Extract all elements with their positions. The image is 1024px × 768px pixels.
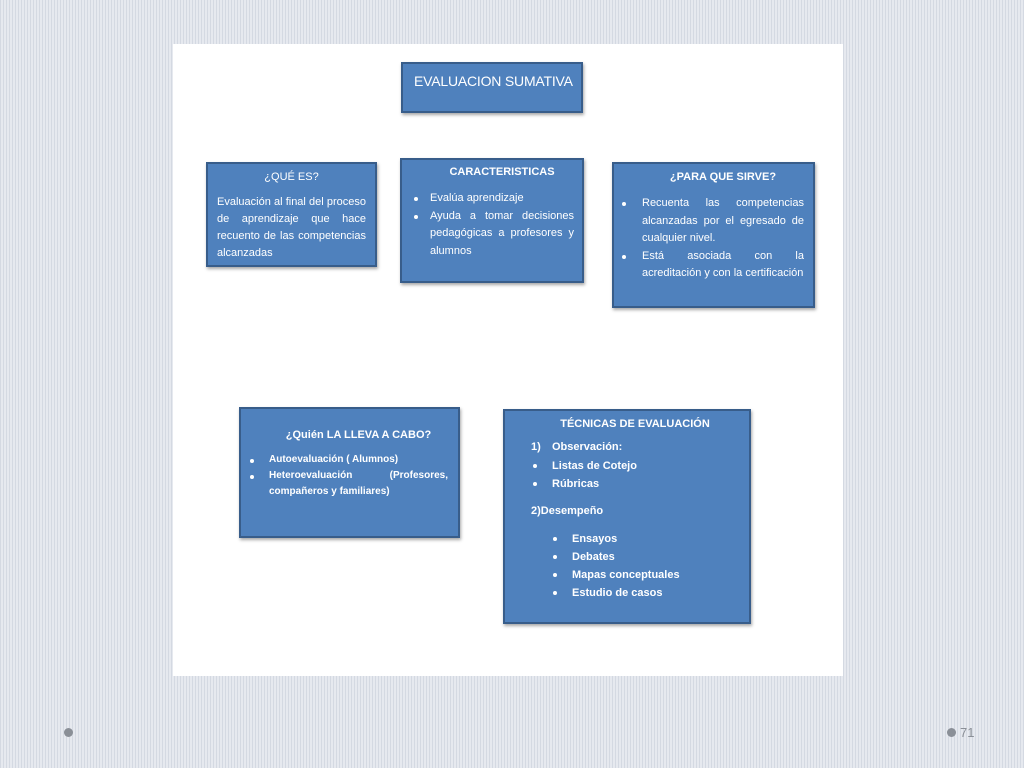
list-item-label: Listas de Cotejo: [552, 459, 637, 472]
bullet-icon: [553, 555, 557, 559]
desempeno-list: [551, 530, 739, 602]
quien-list: [269, 452, 448, 500]
observacion-label: Observación:: [552, 441, 623, 453]
tecnicas-box: [503, 409, 751, 624]
list-item: Recuenta las competencias alcanzadas por el egresado de cualquier nivel.: [620, 195, 804, 248]
list-item: Está asociada con la acreditación y con la certificación: [620, 248, 804, 283]
slide-canvas: [173, 44, 843, 676]
bullet-icon: [533, 482, 537, 486]
list-item: Evalúa aprendizaje: [412, 190, 574, 208]
quien-box: [239, 407, 460, 538]
list-item: [551, 548, 739, 566]
para-que-sirve-list: [642, 195, 804, 283]
para-que-sirve-heading: ¿PARA QUE SIRVE?: [669, 171, 777, 183]
list-item: Heteroevaluación (Profesores, compañeros y familiares): [248, 468, 448, 500]
list-item: [551, 566, 739, 584]
bullet-icon: [553, 573, 557, 577]
right-dot-marker: [947, 728, 956, 737]
list-item-label: Debates: [572, 551, 615, 563]
bullet-icon: [553, 591, 557, 595]
desempeno-heading: 2)Desempeño: [531, 504, 604, 517]
list-item: Autoevaluación ( Alumnos): [248, 452, 448, 468]
observacion-heading: [531, 439, 739, 457]
list-item: [551, 584, 739, 602]
que-es-heading: ¿QUÉ ES?: [264, 171, 319, 183]
list-item: [531, 475, 739, 493]
que-es-box: [206, 162, 377, 267]
list-item: [551, 530, 739, 548]
page-number: 71: [960, 725, 975, 740]
quien-heading: ¿Quién LA LLEVA A CABO?: [285, 429, 432, 441]
bullet-icon: [553, 537, 557, 541]
diagram-title: EVALUACION SUMATIVA: [414, 73, 573, 89]
list-item-label: Estudio de casos: [572, 587, 663, 599]
list-item: Ayuda a tomar decisiones pedagógicas a profesores y alumnos: [412, 208, 574, 261]
list-item-label: Ensayos: [572, 533, 618, 545]
bullet-icon: [533, 464, 537, 468]
left-dot-marker: [64, 728, 73, 737]
list-item-label: Rúbricas: [552, 477, 600, 490]
para-que-sirve-box: [612, 162, 815, 308]
list-item: [531, 457, 739, 475]
que-es-text: Evaluación al final del proceso de aprendizaje que hace recuento de las competencias alcanzadas: [217, 196, 366, 259]
caracteristicas-list: [430, 190, 574, 260]
caracteristicas-heading: CARACTERISTICAS: [449, 166, 555, 178]
tecnicas-heading: TÉCNICAS DE EVALUACIÓN: [560, 418, 710, 430]
caracteristicas-box: [400, 158, 584, 283]
title-box: [401, 62, 583, 113]
observacion-number: 1): [531, 441, 541, 453]
list-item-label: Mapas conceptuales: [572, 569, 680, 581]
